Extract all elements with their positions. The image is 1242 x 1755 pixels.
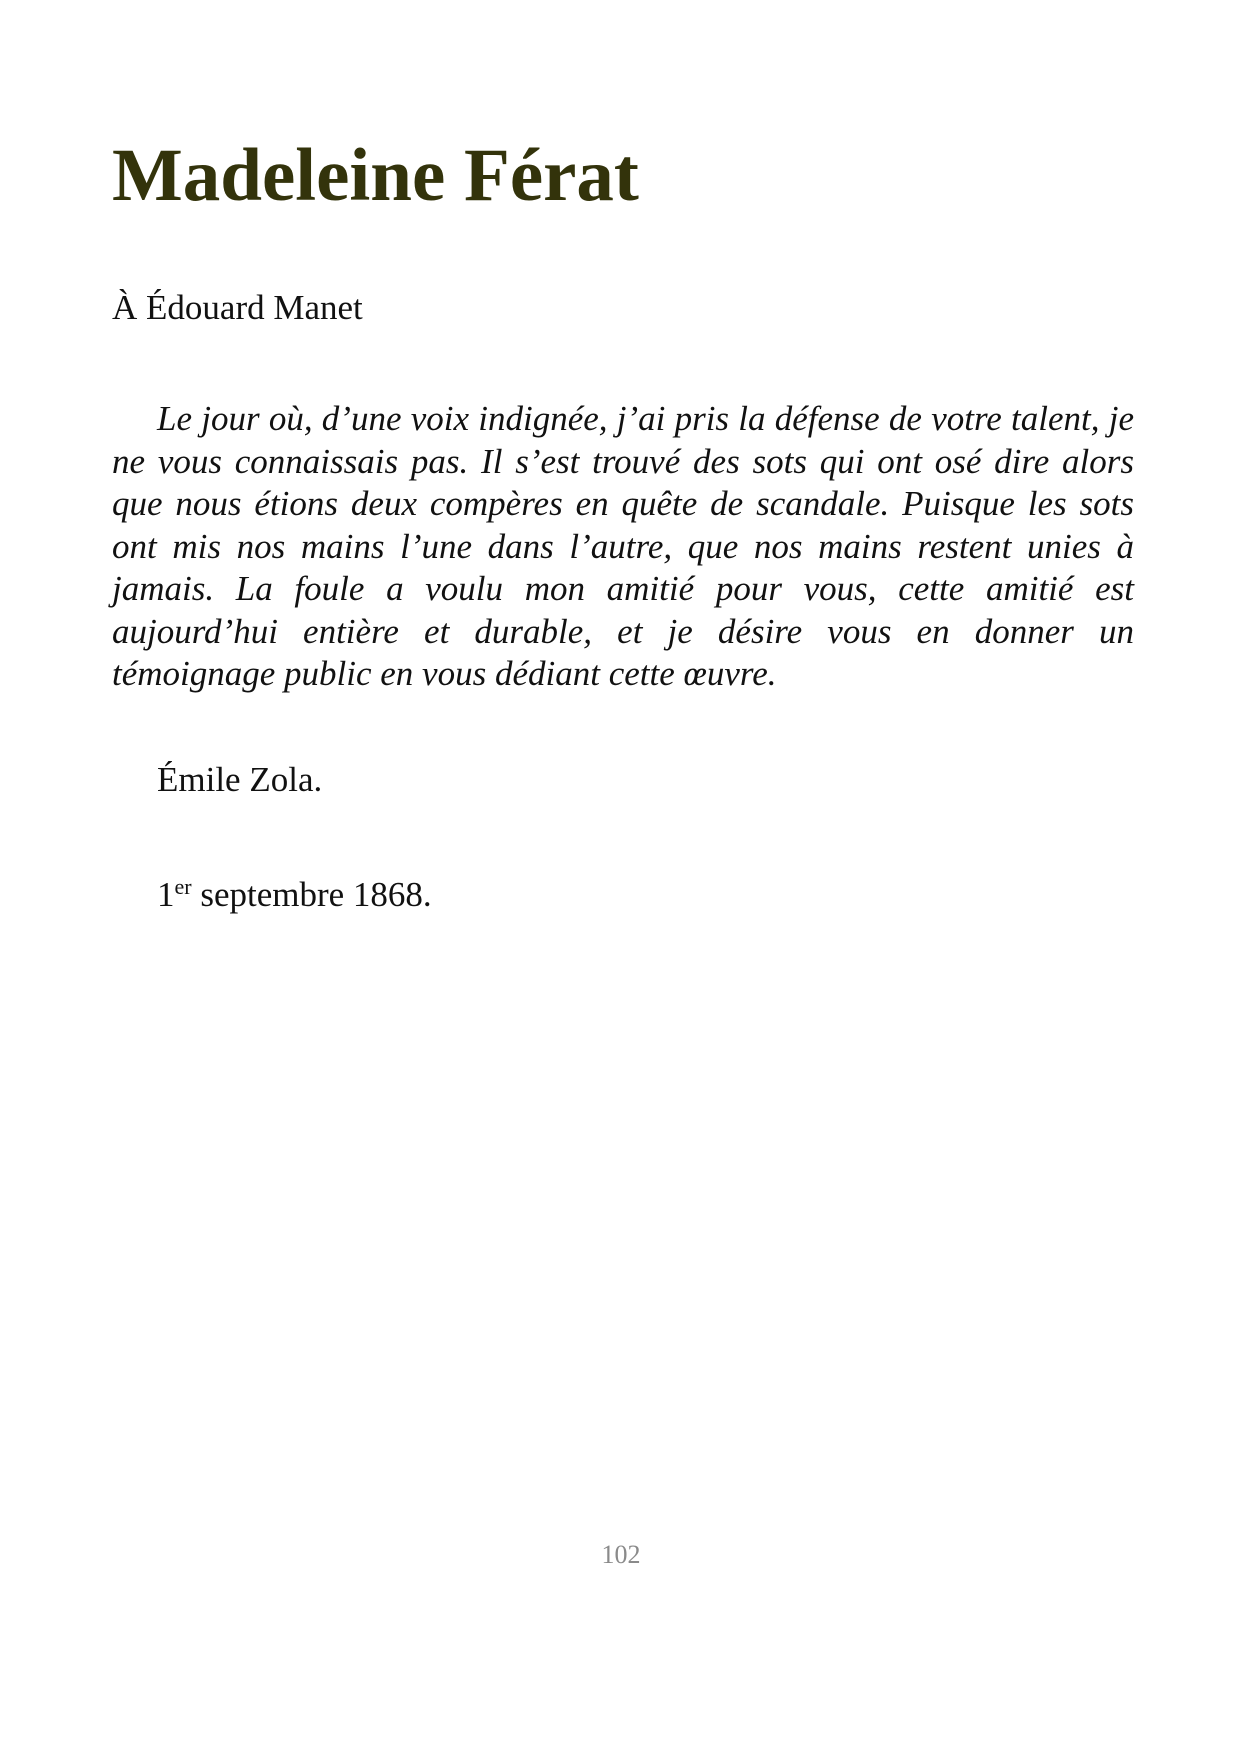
dedication-date [157, 875, 432, 915]
date-day: 1 [157, 875, 175, 914]
date-day-suffix: er [174, 874, 192, 899]
author-signature: Émile Zola. [157, 760, 323, 799]
dedication-body: Le jour où, d’une voix indignée, j’ai pris la défense de votre talent, je ne vous connaissais pas. Il s’est trouvé des sots qui ont osé dire alors que nous étions deux compères en quête de scandale. Puisque les sots ont mis nos mains l’une dans l’autre, que nos mains restent unies à jamais. La foule a voulu mon amitié pour vous, cette amitié est aujourd’hui entière et durable, et je désire vous en donner un témoignage public en vous dédiant cette œuvre. [112, 399, 1134, 693]
page-number: 102 [601, 1540, 641, 1569]
date-month-year: septembre 1868. [191, 875, 432, 914]
dedication-recipient: À Édouard Manet [112, 288, 363, 327]
chapter-title: Madeleine Férat [112, 134, 639, 217]
